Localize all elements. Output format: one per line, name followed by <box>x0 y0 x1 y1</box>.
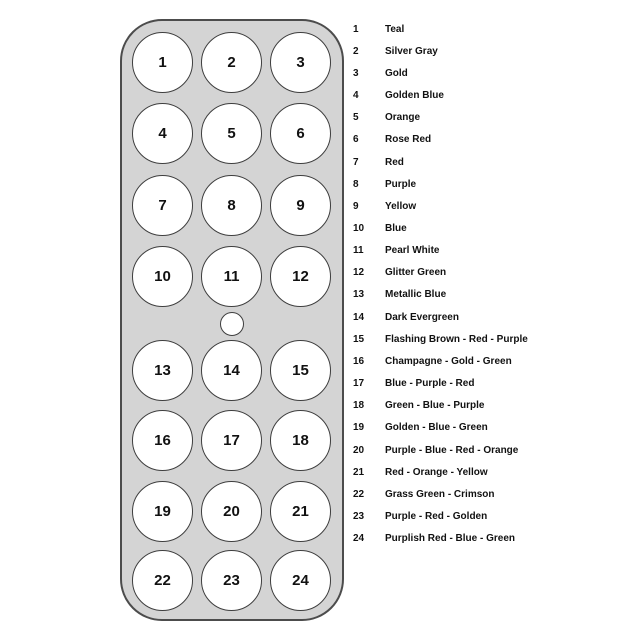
legend-item-number: 22 <box>353 488 365 500</box>
legend-item-label: Gold <box>385 67 408 79</box>
legend-item-label: Red - Orange - Yellow <box>385 466 488 478</box>
legend-item-number: 23 <box>353 511 365 523</box>
legend-item-label: Pearl White <box>385 245 440 257</box>
legend-item-2 <box>353 40 633 62</box>
legend-item-label: Metallic Blue <box>385 289 447 301</box>
legend-item-number: 7 <box>353 156 359 168</box>
color-legend <box>353 18 633 550</box>
legend-item-17 <box>353 373 633 395</box>
paint-well-1: 1 <box>132 32 193 93</box>
legend-item-number: 13 <box>353 289 365 301</box>
legend-item-15 <box>353 328 633 350</box>
legend-item-label: Glitter Green <box>385 267 447 279</box>
legend-item-number: 19 <box>353 422 365 434</box>
legend-item-number: 6 <box>353 134 359 146</box>
legend-item-number: 12 <box>353 267 365 279</box>
paint-well-8: 8 <box>201 175 262 236</box>
legend-item-number: 8 <box>353 178 359 190</box>
paint-well-2: 2 <box>201 32 262 93</box>
legend-item-label: Purple <box>385 178 417 190</box>
paint-well-21: 21 <box>270 481 331 542</box>
legend-item-number: 18 <box>353 400 365 412</box>
paint-well-5: 5 <box>201 103 262 164</box>
legend-item-1 <box>353 18 633 40</box>
legend-item-8 <box>353 173 633 195</box>
legend-item-label: Purplish Red - Blue - Green <box>385 533 516 545</box>
legend-item-23 <box>353 505 633 527</box>
legend-item-number: 3 <box>353 67 359 79</box>
paint-well-15: 15 <box>270 340 331 401</box>
legend-item-label: Teal <box>385 23 405 35</box>
paint-well-7: 7 <box>132 175 193 236</box>
legend-item-number: 2 <box>353 45 359 57</box>
paint-well-18: 18 <box>270 410 331 471</box>
paint-well-11: 11 <box>201 246 262 307</box>
legend-item-4 <box>353 84 633 106</box>
legend-item-7 <box>353 151 633 173</box>
paint-well-3: 3 <box>270 32 331 93</box>
paint-well-22: 22 <box>132 550 193 611</box>
legend-item-label: Silver Gray <box>385 45 438 57</box>
legend-item-number: 4 <box>353 90 359 102</box>
paint-well-19: 19 <box>132 481 193 542</box>
legend-item-16 <box>353 350 633 372</box>
legend-item-13 <box>353 284 633 306</box>
legend-item-number: 10 <box>353 222 365 234</box>
legend-item-label: Green - Blue - Purple <box>385 400 485 412</box>
paint-well-10: 10 <box>132 246 193 307</box>
paint-well-9: 9 <box>270 175 331 236</box>
paint-well-13: 13 <box>132 340 193 401</box>
legend-item-24 <box>353 528 633 550</box>
legend-item-number: 21 <box>353 466 365 478</box>
legend-item-20 <box>353 439 633 461</box>
legend-item-number: 1 <box>353 23 359 35</box>
legend-item-number: 15 <box>353 333 365 345</box>
legend-item-5 <box>353 107 633 129</box>
legend-item-number: 17 <box>353 378 365 390</box>
legend-item-label: Blue <box>385 222 407 234</box>
legend-item-label: Golden Blue <box>385 90 444 102</box>
paint-tray <box>120 19 344 621</box>
legend-item-number: 11 <box>353 245 364 257</box>
paint-well-23: 23 <box>201 550 262 611</box>
legend-item-number: 16 <box>353 355 365 367</box>
paint-well-12: 12 <box>270 246 331 307</box>
paint-well-17: 17 <box>201 410 262 471</box>
legend-item-label: Blue - Purple - Red <box>385 378 475 390</box>
legend-item-18 <box>353 395 633 417</box>
legend-item-number: 24 <box>353 533 365 545</box>
legend-item-label: Grass Green - Crimson <box>385 488 495 500</box>
legend-item-label: Orange <box>385 112 421 124</box>
legend-item-number: 9 <box>353 200 359 212</box>
legend-item-number: 20 <box>353 444 365 456</box>
paint-well-20: 20 <box>201 481 262 542</box>
paint-well-14: 14 <box>201 340 262 401</box>
legend-item-label: Rose Red <box>385 134 432 146</box>
legend-item-number: 5 <box>353 112 359 124</box>
legend-item-21 <box>353 461 633 483</box>
legend-item-label: Champagne - Gold - Green <box>385 355 512 367</box>
legend-item-label: Golden - Blue - Green <box>385 422 488 434</box>
legend-item-9 <box>353 195 633 217</box>
legend-item-label: Flashing Brown - Red - Purple <box>385 333 528 345</box>
paint-well-4: 4 <box>132 103 193 164</box>
paint-well-6: 6 <box>270 103 331 164</box>
legend-item-label: Purple - Red - Golden <box>385 511 488 523</box>
legend-item-number: 14 <box>353 311 365 323</box>
legend-item-11 <box>353 240 633 262</box>
legend-item-label: Yellow <box>385 200 417 212</box>
legend-item-10 <box>353 217 633 239</box>
paint-well-16: 16 <box>132 410 193 471</box>
legend-item-14 <box>353 306 633 328</box>
legend-item-19 <box>353 417 633 439</box>
legend-item-label: Purple - Blue - Red - Orange <box>385 444 519 456</box>
alignment-hole <box>220 312 244 336</box>
legend-item-12 <box>353 262 633 284</box>
legend-item-22 <box>353 483 633 505</box>
legend-item-3 <box>353 62 633 84</box>
legend-item-label: Red <box>385 156 404 168</box>
paint-well-24: 24 <box>270 550 331 611</box>
legend-item-6 <box>353 129 633 151</box>
legend-item-label: Dark Evergreen <box>385 311 459 323</box>
